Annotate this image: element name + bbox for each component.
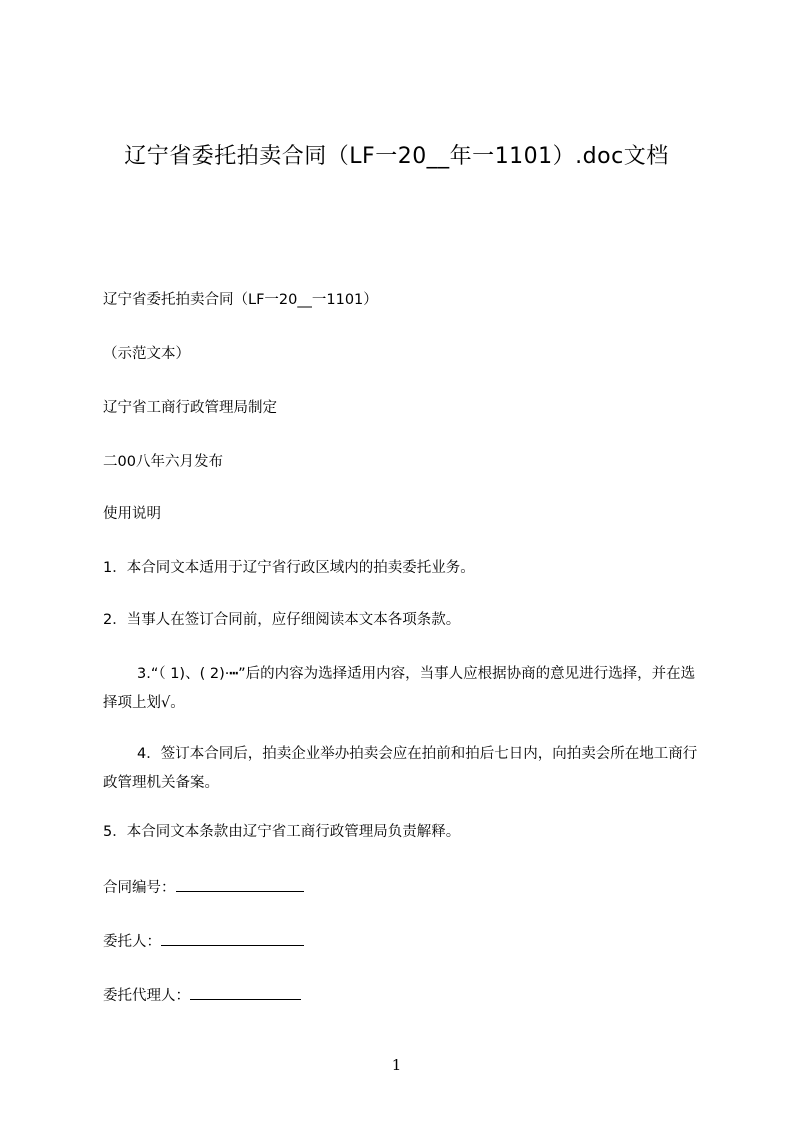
instruction-item: 4．签订本合同后，拍卖企业举办拍卖会应在拍前和拍后七日内，向拍卖会所在地工商行政管理机关备案。 [103, 746, 698, 791]
publish-date: 二00八年六月发布 [103, 454, 223, 470]
instruction-item: 1．本合同文本适用于辽宁省行政区域内的拍卖委托业务。 [103, 560, 475, 576]
instruction-item: 2．当事人在签订合同前，应仔细阅读本文本各项条款。 [103, 612, 461, 628]
issuer: 辽宁省工商行政管理局制定 [103, 400, 277, 416]
agent-label: 委托代理人： [103, 988, 190, 1004]
contract-number-blank [176, 875, 304, 892]
contract-number-label: 合同编号： [103, 880, 176, 896]
instructions-heading: 使用说明 [103, 506, 161, 522]
contract-name: 辽宁省委托拍卖合同（LF一20__一1101） [103, 292, 378, 308]
contract-number-field [103, 874, 703, 903]
principal-field [103, 928, 703, 957]
agent-field [103, 982, 703, 1011]
instruction-item: 5．本合同文本条款由辽宁省工商行政管理局负责解释。 [103, 824, 461, 840]
sample-note: （示范文本） [103, 346, 190, 362]
principal-label: 委托人： [103, 934, 161, 950]
principal-blank [161, 929, 304, 946]
page-number: 1 [391, 1056, 402, 1074]
instruction-item: 3.“（ 1)、( 2)·┅”后的内容为选择适用内容，当事人应根据协商的意见进行选择，并在选择项上划√。 [103, 666, 696, 711]
document-title: 辽宁省委托拍卖合同（LF一20__年一1101）.doc文档 [124, 144, 669, 169]
agent-blank [190, 983, 301, 1000]
